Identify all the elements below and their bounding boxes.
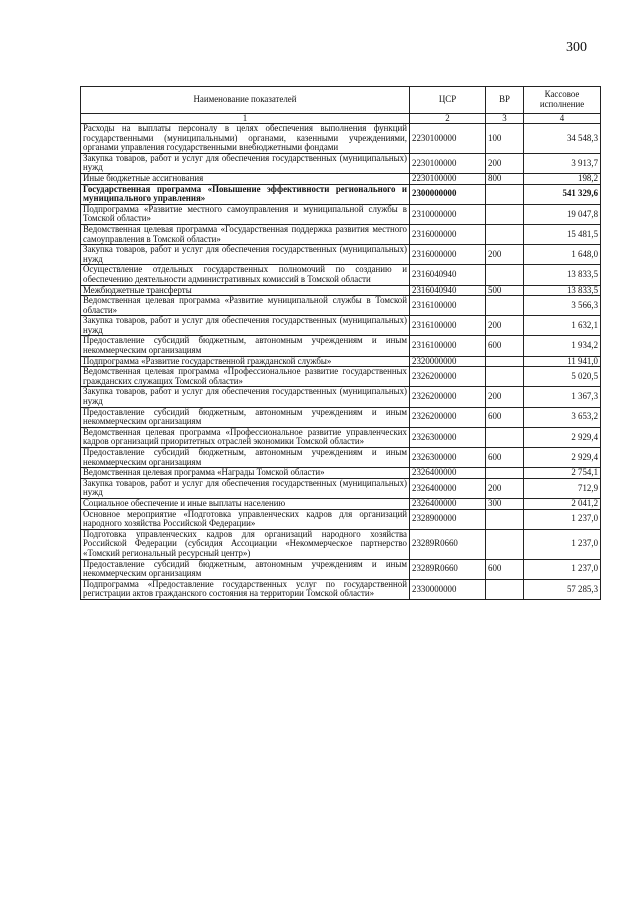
table-row — [81, 367, 601, 387]
row-cash-amount: 1 237,0 — [524, 529, 601, 559]
row-vr-code: 500 — [486, 285, 524, 296]
column-number: 4 — [524, 114, 601, 124]
table-body — [81, 124, 601, 600]
row-vr-code — [486, 427, 524, 447]
table-row — [81, 509, 601, 529]
row-csr-code: 2328900000 — [410, 509, 486, 529]
row-csr-code: 2230100000 — [410, 124, 486, 154]
header-vr: ВР — [486, 87, 524, 114]
row-name: Предоставление субсидий бюджетным, автономным учреждениям и иным некоммерческим организациям — [81, 407, 410, 427]
row-csr-code: 2326200000 — [410, 387, 486, 407]
row-cash-amount: 11 941,0 — [524, 356, 601, 367]
row-csr-code: 2300000000 — [410, 184, 486, 204]
row-name: Предоставление субсидий бюджетным, автономным учреждениям и иным некоммерческим организациям — [81, 336, 410, 356]
row-cash-amount: 198,2 — [524, 173, 601, 184]
table-row — [81, 296, 601, 316]
row-vr-code: 600 — [486, 559, 524, 579]
row-vr-code: 600 — [486, 336, 524, 356]
row-cash-amount: 2 929,4 — [524, 448, 601, 468]
table-row — [81, 448, 601, 468]
row-name: Закупка товаров, работ и услуг для обеспечения государственных (муниципальных) нужд — [81, 478, 410, 498]
table-row — [81, 204, 601, 224]
row-vr-code — [486, 356, 524, 367]
row-cash-amount: 13 833,5 — [524, 285, 601, 296]
column-number: 3 — [486, 114, 524, 124]
column-number: 2 — [410, 114, 486, 124]
table-row — [81, 285, 601, 296]
row-vr-code — [486, 468, 524, 479]
row-cash-amount: 541 329,6 — [524, 184, 601, 204]
budget-table — [80, 86, 601, 600]
table-row — [81, 529, 601, 559]
row-vr-code — [486, 579, 524, 599]
header-sum: Кассовое исполнение — [524, 87, 601, 114]
table-row — [81, 224, 601, 244]
row-cash-amount: 2 754,1 — [524, 468, 601, 479]
table-row — [81, 316, 601, 336]
table-row — [81, 498, 601, 509]
row-csr-code: 2316040940 — [410, 285, 486, 296]
row-vr-code: 200 — [486, 478, 524, 498]
table-header-row — [81, 87, 601, 114]
row-name: Закупка товаров, работ и услуг для обеспечения государственных (муниципальных) нужд — [81, 245, 410, 265]
row-csr-code: 2230100000 — [410, 173, 486, 184]
table-row — [81, 184, 601, 204]
row-name: Социальное обеспечение и иные выплаты населению — [81, 498, 410, 509]
column-number: 1 — [81, 114, 410, 124]
row-vr-code: 300 — [486, 498, 524, 509]
header-csr: ЦСР — [410, 87, 486, 114]
row-vr-code — [486, 509, 524, 529]
row-vr-code — [486, 296, 524, 316]
row-name: Подпрограмма «Развитие местного самоуправления и муниципальной службы в Томской области» — [81, 204, 410, 224]
table-row — [81, 478, 601, 498]
row-name: Осуществление отдельных государственных полномочий по созданию и обеспечению деятельности административных комиссий в Томской области — [81, 265, 410, 285]
row-csr-code: 2320000000 — [410, 356, 486, 367]
page-number: 300 — [566, 40, 587, 55]
row-name: Подпрограмма «Предоставление государственных услуг по государственной регистрации актов гражданского состояния на территории Томской области» — [81, 579, 410, 599]
row-csr-code: 2316100000 — [410, 336, 486, 356]
row-name: Ведомственная целевая программа «Государственная поддержка развития местного самоуправления в Томской области» — [81, 224, 410, 244]
row-vr-code — [486, 204, 524, 224]
row-cash-amount: 34 548,3 — [524, 124, 601, 154]
row-cash-amount: 1 367,3 — [524, 387, 601, 407]
row-cash-amount: 13 833,5 — [524, 265, 601, 285]
row-cash-amount: 3 913,7 — [524, 153, 601, 173]
row-name: Межбюджетные трансферты — [81, 285, 410, 296]
row-name: Ведомственная целевая программа «Профессиональное развитие управленческих кадров организаций приоритетных отраслей экономики Томской области» — [81, 427, 410, 447]
row-cash-amount: 1 934,2 — [524, 336, 601, 356]
row-csr-code: 2326400000 — [410, 468, 486, 479]
row-name: Предоставление субсидий бюджетным, автономным учреждениям и иным некоммерческим организациям — [81, 559, 410, 579]
row-name: Ведомственная целевая программа «Профессиональное развитие государственных гражданских служащих Томской области» — [81, 367, 410, 387]
row-vr-code — [486, 529, 524, 559]
row-vr-code: 600 — [486, 448, 524, 468]
row-csr-code: 23289R0660 — [410, 559, 486, 579]
row-vr-code: 100 — [486, 124, 524, 154]
row-vr-code — [486, 367, 524, 387]
row-csr-code: 2326300000 — [410, 427, 486, 447]
row-cash-amount: 712,9 — [524, 478, 601, 498]
row-name: Ведомственная целевая программа «Награды Томской области» — [81, 468, 410, 479]
table-row — [81, 124, 601, 154]
row-csr-code: 2316000000 — [410, 224, 486, 244]
table-row — [81, 387, 601, 407]
row-name: Основное мероприятие «Подготовка управленческих кадров для организаций народного хозяйства Российской Федерации» — [81, 509, 410, 529]
table-row — [81, 407, 601, 427]
table-row — [81, 579, 601, 599]
header-name: Наименование показателей — [81, 87, 410, 114]
row-csr-code: 2316100000 — [410, 316, 486, 336]
table-row — [81, 427, 601, 447]
row-csr-code: 2316100000 — [410, 296, 486, 316]
row-csr-code: 2316040940 — [410, 265, 486, 285]
row-name: Государственная программа «Повышение эффективности регионального и муниципального управления» — [81, 184, 410, 204]
row-vr-code: 200 — [486, 316, 524, 336]
row-vr-code: 800 — [486, 173, 524, 184]
row-name: Иные бюджетные ассигнования — [81, 173, 410, 184]
row-name: Ведомственная целевая программа «Развитие муниципальной службы в Томской области» — [81, 296, 410, 316]
table-row — [81, 356, 601, 367]
row-csr-code: 2326300000 — [410, 448, 486, 468]
row-cash-amount: 19 047,8 — [524, 204, 601, 224]
row-cash-amount: 1 632,1 — [524, 316, 601, 336]
row-csr-code: 2326200000 — [410, 407, 486, 427]
row-cash-amount: 5 020,5 — [524, 367, 601, 387]
column-numbers-row — [81, 114, 601, 124]
row-csr-code: 2316000000 — [410, 245, 486, 265]
table-row — [81, 173, 601, 184]
row-vr-code: 600 — [486, 407, 524, 427]
row-cash-amount: 3 653,2 — [524, 407, 601, 427]
row-cash-amount: 57 285,3 — [524, 579, 601, 599]
table-row — [81, 559, 601, 579]
row-csr-code: 23289R0660 — [410, 529, 486, 559]
row-csr-code: 2230100000 — [410, 153, 486, 173]
row-csr-code: 2310000000 — [410, 204, 486, 224]
row-csr-code: 2330000000 — [410, 579, 486, 599]
row-name: Расходы на выплаты персоналу в целях обеспечения выполнения функций государственными (муниципальными) органами, казенными учреждениями, органами управления государственными внебюджетными фондами — [81, 124, 410, 154]
row-csr-code: 2326400000 — [410, 478, 486, 498]
row-vr-code — [486, 184, 524, 204]
row-vr-code: 200 — [486, 245, 524, 265]
row-vr-code — [486, 265, 524, 285]
row-name: Подготовка управленческих кадров для организаций народного хозяйства Российской Федерации (субсидия Ассоциации «Некоммерческое партнерство «Томский региональный ресурсный центр») — [81, 529, 410, 559]
row-cash-amount: 3 566,3 — [524, 296, 601, 316]
table-row — [81, 245, 601, 265]
row-name: Закупка товаров, работ и услуг для обеспечения государственных (муниципальных) нужд — [81, 316, 410, 336]
row-name: Предоставление субсидий бюджетным, автономным учреждениям и иным некоммерческим организациям — [81, 448, 410, 468]
row-cash-amount: 15 481,5 — [524, 224, 601, 244]
row-name: Подпрограмма «Развитие государственной гражданской службы» — [81, 356, 410, 367]
row-cash-amount: 1 237,0 — [524, 509, 601, 529]
row-csr-code: 2326400000 — [410, 498, 486, 509]
table-row — [81, 265, 601, 285]
table-row — [81, 336, 601, 356]
row-cash-amount: 2 929,4 — [524, 427, 601, 447]
row-vr-code — [486, 224, 524, 244]
row-cash-amount: 2 041,2 — [524, 498, 601, 509]
row-vr-code: 200 — [486, 387, 524, 407]
row-name: Закупка товаров, работ и услуг для обеспечения государственных (муниципальных) нужд — [81, 387, 410, 407]
table-row — [81, 468, 601, 479]
row-cash-amount: 1 237,0 — [524, 559, 601, 579]
table-row — [81, 153, 601, 173]
row-cash-amount: 1 648,0 — [524, 245, 601, 265]
row-name: Закупка товаров, работ и услуг для обеспечения государственных (муниципальных) нужд — [81, 153, 410, 173]
row-csr-code: 2326200000 — [410, 367, 486, 387]
row-vr-code: 200 — [486, 153, 524, 173]
